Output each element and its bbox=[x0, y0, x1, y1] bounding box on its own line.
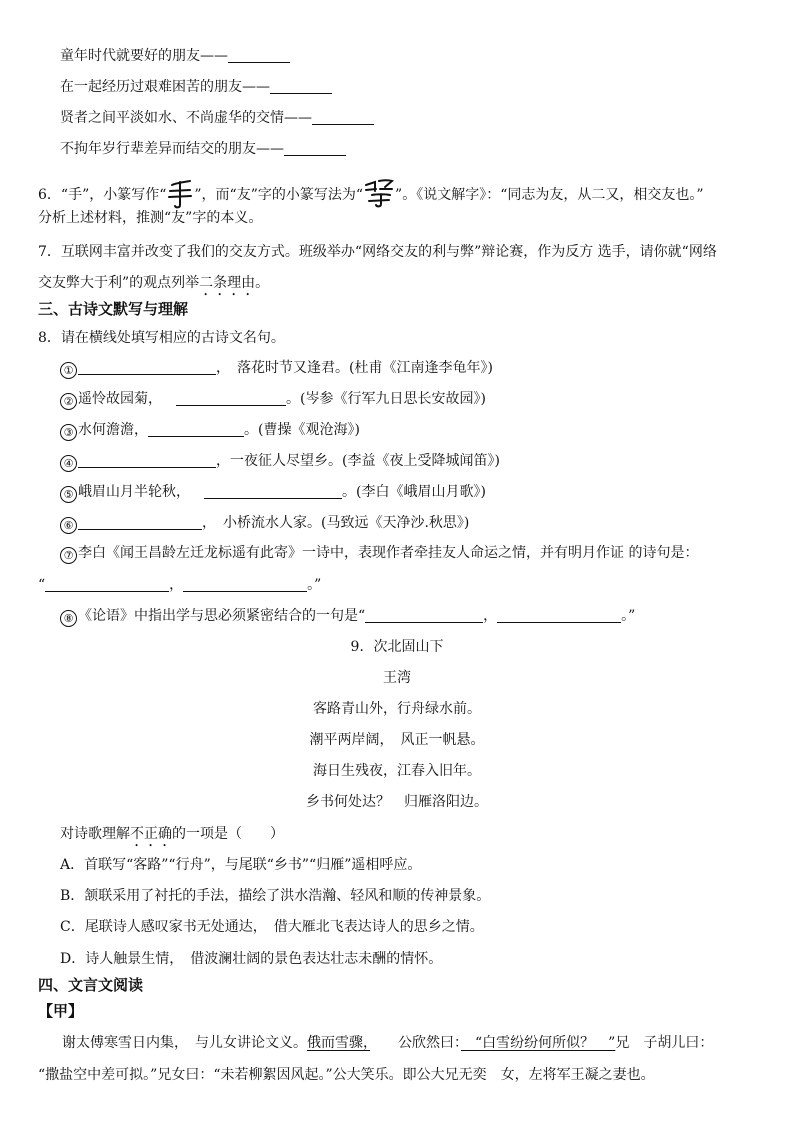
q9-option-b[interactable]: B．颔联采用了衬托的手法，描绘了洪水浩瀚、轻风和顺的传神景象。 bbox=[60, 888, 491, 904]
seal-shou-icon bbox=[166, 179, 194, 212]
q5-item-2-label: 在一起经历过艰难困苦的朋友—— bbox=[60, 79, 270, 95]
q8-item-7 bbox=[60, 546, 698, 564]
q5-item-4 bbox=[60, 141, 346, 156]
answer-blank[interactable] bbox=[312, 110, 374, 125]
q6-text-part1: 6．“手”，小篆写作“ bbox=[38, 187, 167, 203]
q5-item-3 bbox=[60, 110, 374, 125]
q9-option-d[interactable]: D．诗人触景生情， 借波澜壮阔的景色表达壮志未酬的情怀。 bbox=[60, 951, 443, 967]
classical-text: 公欣然曰： bbox=[370, 1035, 461, 1051]
q8-intro: 8．请在横线处填写相应的古诗文名句。 bbox=[38, 330, 285, 346]
q8-item-text: ，一夜征人尽望乡。(李益《夜上受降城闻笛》) bbox=[216, 453, 500, 469]
circled-number: ⑧ bbox=[60, 610, 77, 627]
comma: ， bbox=[169, 577, 184, 593]
q8-item-text: 水何澹澹， bbox=[78, 422, 148, 438]
circled-number: ⑦ bbox=[60, 547, 77, 564]
answer-blank[interactable] bbox=[78, 515, 202, 530]
q9-option-c[interactable]: C．尾联诗人感叹家书无处通达， 借大雁北飞表达诗人的思乡之情。 bbox=[60, 919, 484, 935]
answer-blank[interactable] bbox=[78, 360, 216, 375]
q8-item-4 bbox=[60, 453, 500, 472]
q9-stem-emphasis: 不正确 bbox=[130, 826, 172, 842]
quote-close: 。” bbox=[621, 608, 636, 624]
q5-item-1-label: 童年时代就要好的朋友—— bbox=[60, 48, 228, 64]
q6-line-2: 分析上述材料，推测“友”字的本义。 bbox=[38, 210, 263, 226]
q5-item-1 bbox=[60, 48, 290, 63]
answer-blank[interactable] bbox=[204, 484, 342, 499]
answer-blank[interactable] bbox=[270, 79, 332, 94]
q7-end: 。 bbox=[255, 275, 270, 291]
q6-text-part2: ”，而“友”字的小篆写法为“ bbox=[194, 187, 364, 203]
poem-line-3: 海日生残夜，江春入旧年。 bbox=[313, 763, 481, 779]
answer-blank[interactable] bbox=[45, 577, 169, 592]
circled-number: ③ bbox=[60, 424, 77, 441]
q5-item-3-label: 贤者之间平淡如水、不尚虚华的交情—— bbox=[60, 110, 312, 126]
classical-text: 兄 子胡儿曰： bbox=[615, 1035, 714, 1051]
q8-item-2 bbox=[60, 391, 486, 410]
q8-item-text: 峨眉山月半轮秋， bbox=[78, 484, 190, 500]
q8-item-7-blanks bbox=[38, 577, 321, 592]
answer-blank[interactable] bbox=[148, 422, 244, 437]
circled-number: ⑥ bbox=[60, 517, 77, 534]
q8-item-text: ， 落花时节又逢君。(杜甫《江南逢李龟年》) bbox=[216, 360, 493, 376]
q8-item-1 bbox=[60, 360, 493, 379]
section-4-heading: 四、文言文阅读 bbox=[38, 976, 144, 994]
poem-title: 9．次北固山下 bbox=[350, 639, 444, 655]
q5-item-4-label: 不拘年岁行辈差异而结交的朋友—— bbox=[60, 141, 284, 157]
poem-author: 王湾 bbox=[383, 670, 411, 686]
circled-number: ① bbox=[60, 362, 77, 379]
q9-option-a[interactable]: A．首联写“客路”“行舟”，与尾联“乡书”“归雁”遥相呼应。 bbox=[60, 857, 422, 873]
q5-item-2 bbox=[60, 79, 332, 94]
q8-item-7-text: 李白《闻王昌龄左迁龙标遥有此寄》一诗中，表现作者牵挂友人命运之情，并有明月作证 的诗句是： bbox=[78, 545, 699, 561]
q6-text-part3: ”。《说文解字》：“同志为友，从二又，相交友也。” bbox=[395, 187, 704, 203]
answer-blank[interactable] bbox=[284, 141, 346, 156]
q6-line-1 bbox=[38, 177, 704, 212]
classical-line-1 bbox=[62, 1036, 713, 1050]
classical-underlined: 俄而雪骤， bbox=[307, 1035, 370, 1051]
answer-blank[interactable] bbox=[183, 577, 307, 592]
q7-line-1: 7．互联网丰富并改变了我们的交友方式。班级举办“网络交友的利与弊”辩论赛，作为反方 选手，请你就“网络 bbox=[38, 244, 717, 260]
circled-number: ⑤ bbox=[60, 486, 77, 503]
classical-underlined: “白雪纷纷何所似？ ” bbox=[461, 1035, 616, 1051]
poem-line-4: 乡书何处达？ 归雁洛阳边。 bbox=[306, 794, 488, 810]
passage-label-jia: 【甲】 bbox=[38, 1002, 84, 1020]
q8-item-8-text: 《论语》中指出学与思必须紧密结合的一句是“ bbox=[78, 608, 366, 624]
q8-item-3 bbox=[60, 422, 360, 441]
q8-item-text: 。(曹操《观沧海》) bbox=[244, 422, 360, 438]
circled-number: ② bbox=[60, 393, 77, 410]
circled-number: ④ bbox=[60, 455, 77, 472]
q9-stem-text: 对诗歌理解 bbox=[60, 826, 130, 842]
classical-line-2: “撒盐空中差可拟。”兄女曰：“未若柳絮因风起。”公大笑乐。即公大兄无奕 女，左将军王凝之妻也。 bbox=[38, 1067, 655, 1083]
answer-blank[interactable] bbox=[365, 608, 483, 623]
quote-close: 。” bbox=[307, 577, 322, 593]
q7-emphasis: 二条理由 bbox=[199, 275, 256, 291]
answer-blank[interactable] bbox=[228, 48, 290, 63]
q8-item-6 bbox=[60, 515, 469, 534]
poem-line-1: 客路青山外，行舟绿水前。 bbox=[313, 701, 481, 717]
q8-item-text: 遥怜故园菊， bbox=[78, 391, 162, 407]
classical-text: 谢太傅寒雪日内集， 与儿女讲论文义。 bbox=[62, 1035, 307, 1051]
seal-you-icon bbox=[363, 177, 395, 212]
q7-text: 交友弊大于利”的观点列举 bbox=[38, 275, 200, 291]
quote-open: “ bbox=[38, 577, 46, 593]
q9-stem bbox=[60, 826, 284, 850]
q8-item-8 bbox=[60, 608, 635, 627]
q8-item-text: 。(岑参《行军九日思长安故园》) bbox=[286, 391, 486, 407]
q7-line-2 bbox=[38, 275, 269, 299]
q9-stem-end: 的一项是（ ） bbox=[172, 826, 284, 842]
answer-blank[interactable] bbox=[497, 608, 621, 623]
comma: ， bbox=[483, 608, 498, 624]
answer-blank[interactable] bbox=[176, 391, 286, 406]
q8-item-text: ， 小桥流水人家。(马致远《天净沙.秋思》) bbox=[202, 515, 470, 531]
answer-blank[interactable] bbox=[78, 453, 216, 468]
q8-item-5 bbox=[60, 484, 486, 503]
poem-line-2: 潮平两岸阔， 风正一帆悬。 bbox=[309, 732, 485, 748]
section-3-heading: 三、古诗文默写与理解 bbox=[38, 300, 189, 318]
q8-item-text: 。(李白《峨眉山月歌》) bbox=[342, 484, 486, 500]
